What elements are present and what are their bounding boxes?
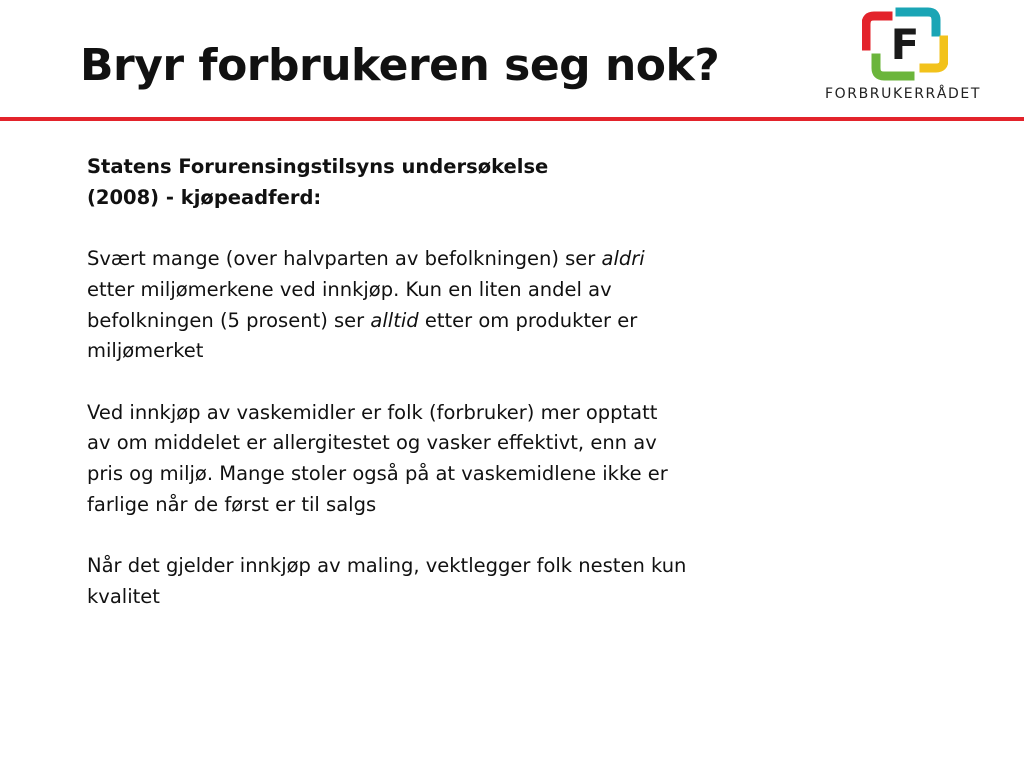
emphasis-aldri: aldri: [601, 247, 645, 271]
paragraph-miljomerker-part-b: etter miljømerkene ved innkjøp. Kun en liten andel av befolkningen (5 prosent) ser: [87, 277, 612, 332]
slide-title: Bryr forbrukeren seg nok?: [80, 40, 720, 91]
title-underline-rule: [0, 117, 1024, 121]
paragraph-miljomerker: [87, 244, 687, 367]
forbrukerradet-logo: [822, 6, 988, 106]
paragraph-vaskemidler: Ved innkjøp av vaskemidler er folk (forbruker) mer opptatt av om middelet er allergitestet og vasker effektivt, enn av pris og miljø. Mange stoler også på at vaskemidlene ikke er farlige når de først er til salgs: [87, 400, 668, 516]
paragraph-miljomerker-part-c: etter om produkter er miljømerket: [87, 308, 638, 363]
body-heading: [87, 152, 687, 213]
body-heading-line2: (2008) - kjøpeadferd:: [87, 185, 322, 209]
paragraph-maling: Når det gjelder innkjøp av maling, vektlegger folk nesten kun kvalitet: [87, 554, 687, 608]
logo-mark-letter: F: [890, 20, 920, 69]
paragraph-miljomerker-part-a: Svært mange (over halvparten av befolkningen) ser: [87, 247, 602, 271]
slide-body: [87, 152, 687, 643]
logo-text: FORBRUKERRÅDET: [825, 86, 982, 102]
forbrukerradet-logo-icon: [862, 6, 948, 82]
emphasis-alltid: alltid: [370, 308, 419, 332]
body-heading-line1: Statens Forurensingstilsyns undersøkelse: [87, 155, 549, 178]
